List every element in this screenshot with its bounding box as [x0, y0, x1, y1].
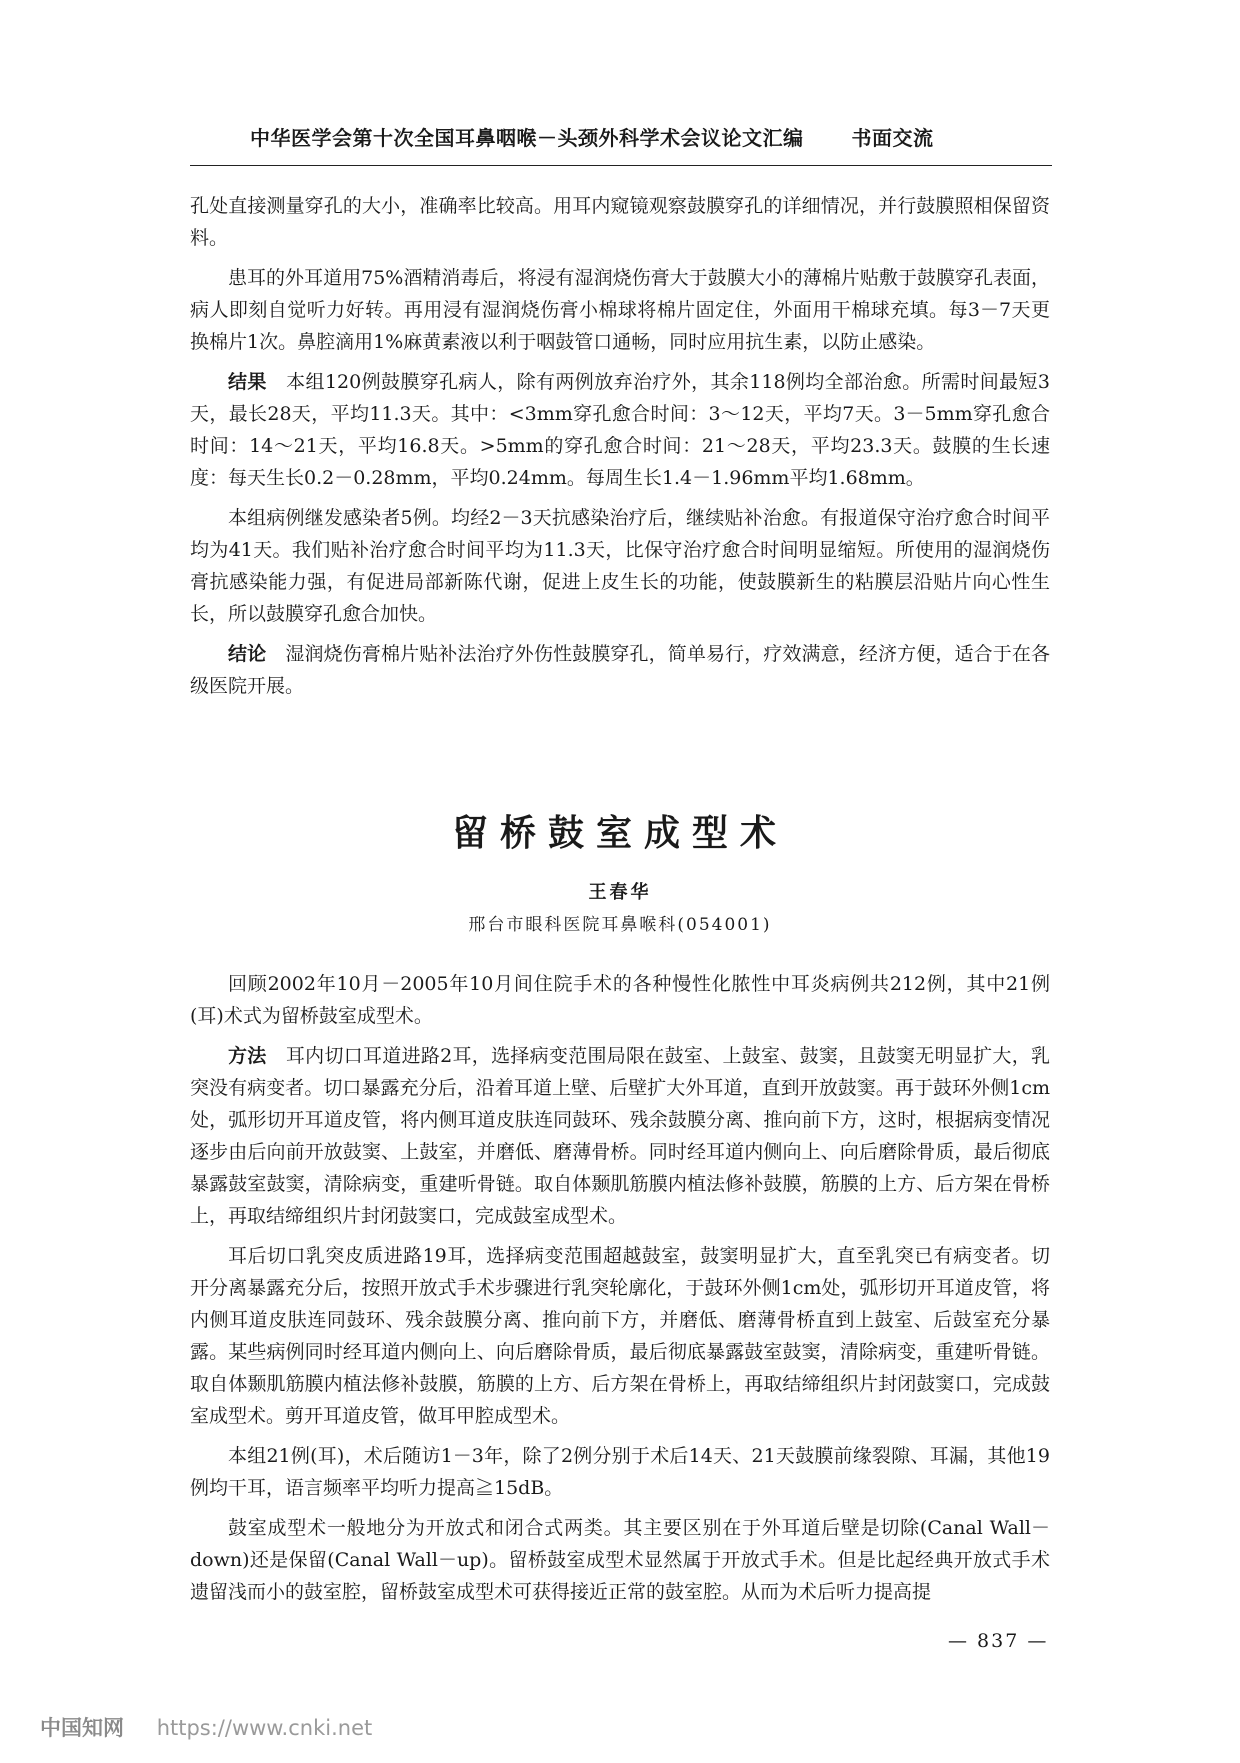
methods-label: 方法: [228, 1045, 267, 1067]
results-text: 本组120例鼓膜穿孔病人，除有两例放弃治疗外，其余118例均全部治愈。所需时间最短3天，最长28天，平均11.3天。其中：<3mm穿孔愈合时间：3～12天，平均7天。3－5mm穿孔愈合时间：14～21天，平均16.8天。>5mm的穿孔愈合时间：21～28天，平均23.3天。鼓膜的生长速度：每天生长0.2－0.28mm，平均0.24mm。每周生长1.4－1.96mm平均1.68mm。: [190, 371, 1050, 489]
cnki-logo: 中国知网: [40, 1716, 124, 1740]
paragraph: 本组21例(耳)，术后随访1－3年，除了2例分别于术后14天、21天鼓膜前缘裂隙、耳漏，其他19例均干耳，语言频率平均听力提高≧15dB。: [190, 1445, 1050, 1499]
article-author: 王春华: [588, 882, 652, 903]
journal-name: 中华医学会第十次全国耳鼻咽喉－头颈外科学术会议论文汇编: [250, 126, 804, 150]
watermark-url: https://www.cnki.net: [156, 1716, 373, 1740]
running-header: [190, 122, 1050, 151]
article-title: 留桥鼓室成型术: [451, 813, 788, 854]
article-body: [190, 968, 1050, 1616]
results-label: 结果: [228, 371, 267, 393]
paragraph: 患耳的外耳道用75%酒精消毒后，将浸有湿润烧伤膏大于鼓膜大小的薄棉片贴敷于鼓膜穿孔表面，病人即刻自觉听力好转。再用浸有湿润烧伤膏小棉球将棉片固定住，外面用干棉球充填。每3－7天更换棉片1次。鼻腔滴用1%麻黄素液以利于咽鼓管口通畅，同时应用抗生素，以防止感染。: [190, 267, 1050, 353]
paragraph: 回顾2002年10月－2005年10月间住院手术的各种慢性化脓性中耳炎病例共212例，其中21例(耳)术式为留桥鼓室成型术。: [190, 973, 1050, 1027]
methods-text: 耳内切口耳道进路2耳，选择病变范围局限在鼓室、上鼓室、鼓窦，且鼓窦无明显扩大，乳突没有病变者。切口暴露充分后，沿着耳道上壁、后壁扩大外耳道，直到开放鼓窦。再于鼓环外侧1cm处，弧形切开耳道皮管，将内侧耳道皮肤连同鼓环、残余鼓膜分离、推向前下方，这时，根据病变情况逐步由后向前开放鼓窦、上鼓室，并磨低、磨薄骨桥。同时经耳道内侧向上、向后磨除骨质，最后彻底暴露鼓室鼓窦，清除病变，重建听骨链。取自体颞肌筋膜内植法修补鼓膜，筋膜的上方、后方架在骨桥上，再取结缔组织片封闭鼓窦口，完成鼓室成型术。: [190, 1045, 1050, 1227]
page-number: — 837 —: [948, 1630, 1049, 1652]
conclusion-paragraph: [190, 638, 1050, 702]
previous-article-body: [190, 190, 1050, 710]
paragraph: 本组病例继发感染者5例。均经2－3天抗感染治疗后，继续贴补治愈。有报道保守治疗愈合时间平均为41天。我们贴补治疗愈合时间平均为11.3天，比保守治疗愈合时间明显缩短。所使用的湿润烧伤膏抗感染能力强，有促进局部新陈代谢，促进上皮生长的功能，使鼓膜新生的粘膜层沿贴片向心性生长，所以鼓膜穿孔愈合加快。: [190, 507, 1050, 625]
article-affiliation: 邢台市眼科医院耳鼻喉科(054001): [468, 915, 772, 935]
paragraph: 耳后切口乳突皮质进路19耳，选择病变范围超越鼓室，鼓窦明显扩大，直至乳突已有病变者。切开分离暴露充分后，按照开放式手术步骤进行乳突轮廓化，于鼓环外侧1cm处，弧形切开耳道皮管，将内侧耳道皮肤连同鼓环、残余鼓膜分离、推向前下方，并磨低、磨薄骨桥直到上鼓室、后鼓室充分暴露。某些病例同时经耳道内侧向上、向后磨除骨质，最后彻底暴露鼓室鼓窦，清除病变，重建听骨链。取自体颞肌筋膜内植法修补鼓膜，筋膜的上方、后方架在骨桥上，再取结缔组织片封闭鼓窦口，完成鼓室成型术。剪开耳道皮管，做耳甲腔成型术。: [190, 1245, 1050, 1427]
paragraph: 孔处直接测量穿孔的大小，准确率比较高。用耳内窥镜观察鼓膜穿孔的详细情况，并行鼓膜照相保留资料。: [190, 195, 1050, 249]
watermark: [40, 1712, 372, 1742]
results-paragraph: [190, 366, 1050, 494]
conclusion-label: 结论: [228, 643, 267, 665]
paragraph: 鼓室成型术一般地分为开放式和闭合式两类。其主要区别在于外耳道后壁是切除(Canal Wall－down)还是保留(Canal Wall－up)。留桥鼓室成型术显然属于开放式手术。但是比起经典开放式手术遗留浅而小的鼓室腔，留桥鼓室成型术可获得接近正常的鼓室腔。从而为术后听力提高提: [190, 1517, 1050, 1603]
conclusion-text: 湿润烧伤膏棉片贴补法治疗外伤性鼓膜穿孔，简单易行，疗效满意，经济方便，适合于在各级医院开展。: [190, 643, 1050, 697]
header-rule: [190, 165, 1052, 166]
methods-paragraph: [190, 1040, 1050, 1232]
section-name: 书面交流: [851, 126, 934, 150]
